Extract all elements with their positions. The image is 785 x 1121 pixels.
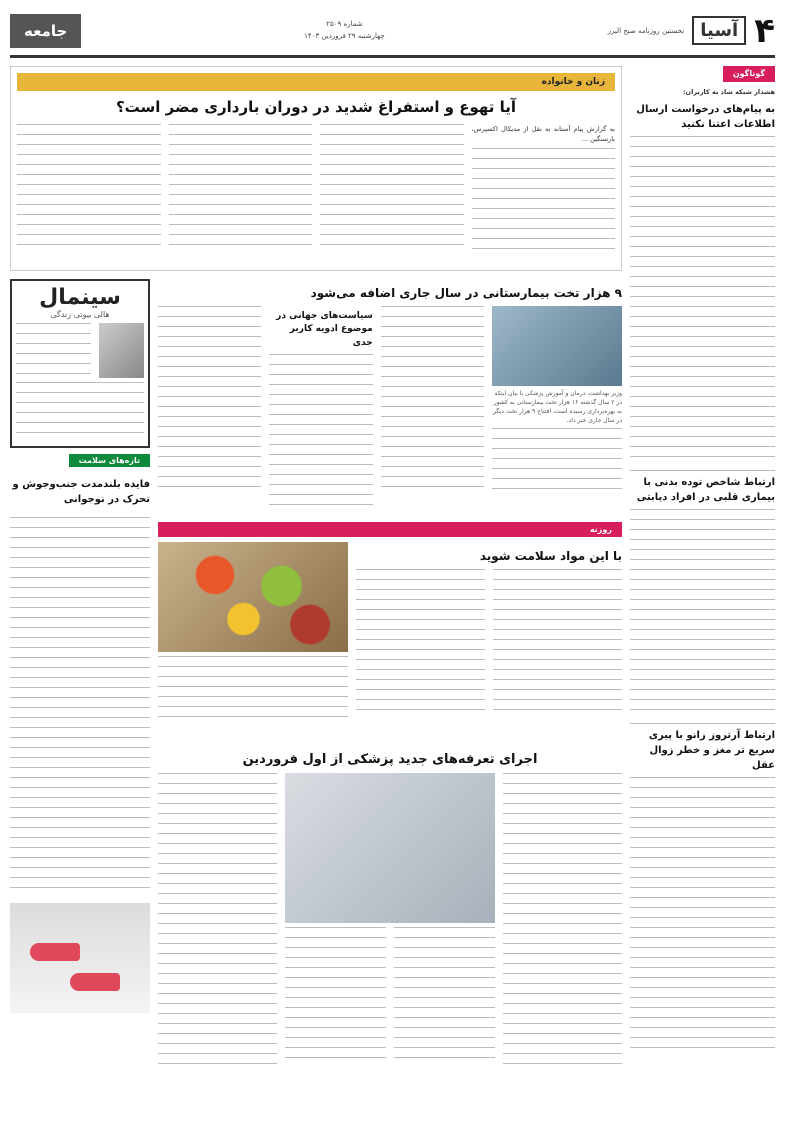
article-body	[630, 509, 775, 719]
article-body	[356, 569, 485, 719]
article-title: ارتباط آرتروز زانو با پیری سریع تر مغز و خطر زوال عقل	[648, 729, 775, 771]
sneakers-photo	[10, 903, 150, 1013]
page-layout	[10, 66, 775, 1106]
article-title: به پیام‌های درخواست ارسال اطلاعات اعتنا نکنید	[636, 103, 775, 130]
divider	[630, 470, 775, 471]
left-column	[10, 279, 150, 1099]
cinema-title: سینمال	[39, 285, 121, 310]
article-body	[158, 306, 261, 496]
article-body	[503, 773, 622, 1073]
article-title: ارتباط شاخص توده بدنی با بیماری قلبی در افراد دیابتی	[636, 476, 775, 503]
health-article	[158, 522, 622, 737]
body-columns	[285, 927, 495, 1067]
headline: اجرای تعرفه‌های جدید پزشکی از اول فروردین	[242, 752, 538, 767]
article-body	[394, 927, 495, 1067]
article-body	[472, 148, 616, 258]
article-body	[17, 124, 161, 254]
article-body	[158, 656, 348, 726]
article-body	[493, 569, 622, 719]
article-columns	[17, 124, 615, 258]
shoe-shape	[30, 943, 80, 961]
cinema-box	[10, 279, 150, 448]
article-body	[320, 124, 464, 254]
logo: آسیا	[692, 16, 746, 45]
shoe-shape	[70, 973, 120, 991]
article-columns	[158, 542, 622, 726]
headline: ۹ هزار تخت بیمارستانی در سال جاری اضافه می‌شود	[310, 286, 622, 300]
doctor-photo	[285, 773, 495, 923]
article-columns	[158, 306, 622, 515]
tariff-article	[158, 745, 622, 1085]
kicker: هشدار شبکه شاد به کاربران:	[682, 88, 775, 97]
paper-name: نخستین روزنامه صبح البرز	[607, 26, 685, 35]
article-columns	[158, 773, 622, 1073]
divider	[630, 723, 775, 724]
article-body	[158, 773, 277, 1073]
cinema-body	[16, 323, 144, 378]
stories	[158, 279, 622, 1099]
lead-paragraph: به گزارش پیام آستانه به نقل از مدیکال اکسپرس، بارسنگین ...	[471, 125, 615, 144]
body-columns	[356, 569, 622, 719]
family-section	[10, 66, 622, 271]
article-body	[10, 517, 150, 897]
masthead	[10, 6, 775, 58]
article-body	[285, 927, 386, 1067]
column-text	[16, 382, 144, 442]
article-body	[381, 306, 484, 496]
article-body	[492, 428, 622, 498]
main-column	[10, 66, 622, 1106]
section-tag: گوناگون	[723, 66, 775, 82]
photo-caption: وزیر بهداشت، درمان و آموزش پزشکی با بیان اینکه در ۲ سال گذشته ۱۶ هزار تخت بیمارستانی به کشور به بهره‌برداری رسیده است، افتتاح ۹ هزار تخت دیگر در سال جاری خبر داد.	[492, 389, 622, 424]
issue-date: چهارشنبه ۲۹ فروردین ۱۴۰۳	[304, 31, 385, 40]
article-body	[269, 354, 372, 514]
headline: فایده بلندمدت جنب‌وجوش و تحرک در نوجوانی	[12, 479, 150, 505]
author-photo	[99, 323, 144, 378]
headline: با این مواد سلامت شوید	[479, 549, 622, 563]
column-text	[16, 323, 91, 378]
right-column	[630, 66, 775, 1106]
food-photo	[158, 542, 348, 652]
lower-area	[10, 279, 622, 1099]
masthead-brand	[608, 11, 775, 51]
headline: آیا تهوع و استفراغ شدید در دوران بارداری مضر است؟	[115, 98, 517, 116]
article-body	[630, 777, 775, 1057]
section-bar: زنان و خانواده	[17, 73, 615, 91]
article-body	[630, 136, 775, 466]
section-bar: روزنه	[158, 522, 622, 537]
cinema-subtitle: هالی بیوتی زندگی	[50, 310, 110, 319]
hospital-article	[158, 279, 622, 514]
issue-number: شماره ۲۵۰۹	[326, 20, 363, 29]
subhead: سیاست‌های جهانی در موضوع ادویه کاربر جدی	[276, 310, 373, 348]
minister-photo	[492, 306, 622, 386]
article-body	[169, 124, 313, 254]
page-number: ۴	[754, 10, 775, 51]
section-label: جامعه	[10, 14, 81, 48]
issue-info	[304, 19, 385, 41]
section-tag: تازه‌های سلامت	[69, 454, 150, 467]
